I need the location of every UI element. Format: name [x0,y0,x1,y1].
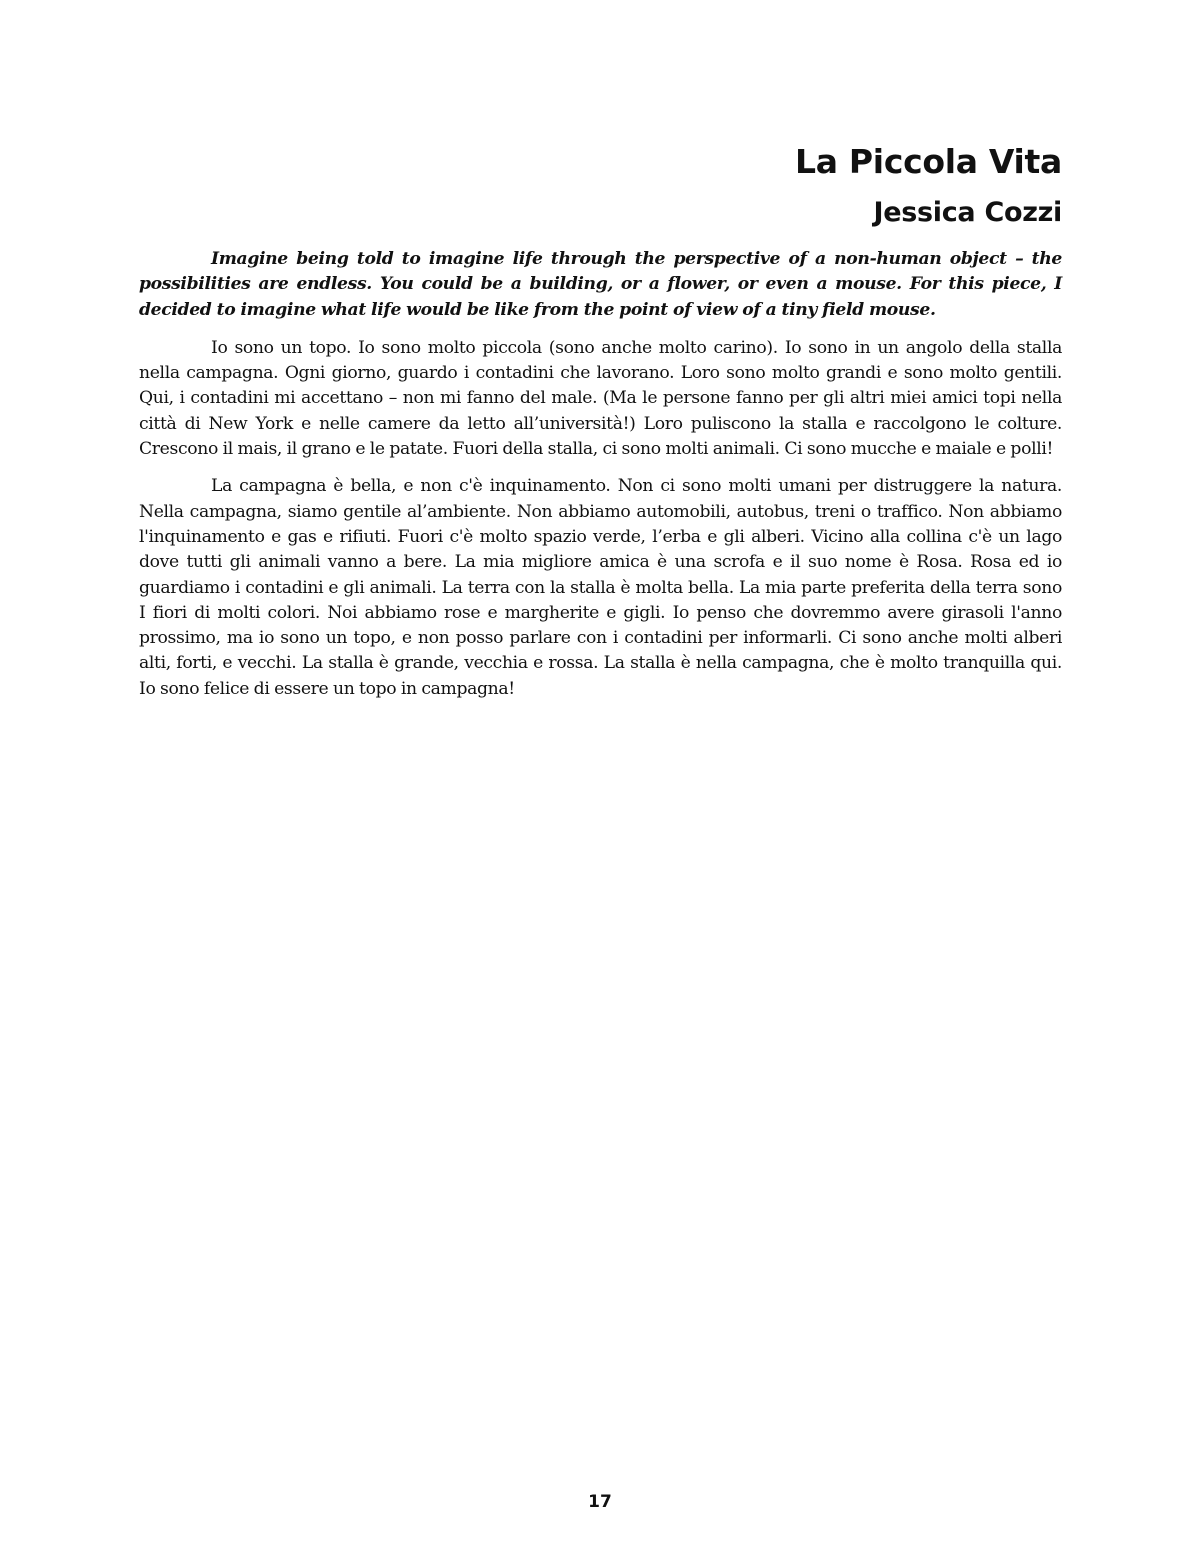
page-title: La Piccola Vita [795,142,1062,181]
body-paragraph-1: Io sono un topo. Io sono molto piccola (sono anche molto carino). Io sono in un angolo della stalla nella campagna. Ogni giorno, guardo i contadini che lavorano. Loro sono molto grandi e sono molto gentili. Qui, i contadini mi accettano – non mi fanno del male. (Ma le persone fanno per gli altri miei amici topi nella città di New York e nelle camere da letto all’università!) Loro puliscono la stalla e raccolgono le colture. Crescono il mais, il grano e le patate. Fuori della stalla, ci sono molti animali. Ci sono mucche e maiale e polli! [139,337,1062,460]
page-number: 17 [588,1492,612,1512]
author-name: Jessica Cozzi [873,197,1062,228]
page-content [139,138,1062,714]
intro-paragraph: Imagine being told to imagine life through the perspective of a non-human object – the possibilities are endless. You could be a building, or a flower, or even a mouse. For this piece, I decided to imagine what life would be like from the point of view of a tiny field mouse. [139,249,1062,320]
body-paragraph-2: La campagna è bella, e non c'è inquinamento. Non ci sono molti umani per distruggere la natura. Nella campagna, siamo gentile al’ambiente. Non abbiamo automobili, autobus, treni o traffico. Non abbiamo l'inquinamento e gas e rifiuti. Fuori c'è molto spazio verde, l’erba e gli alberi. Vicino alla collina c'è un lago dove tutti gli animali vanno a bere. La mia migliore amica è una scrofa e il suo nome è Rosa. Rosa ed io guardiamo i contadini e gli animali. La terra con la stalla è molta bella. La mia parte preferita della terra sono I fiori di molti colori. Noi abbiamo rose e margherite e gigli. Io penso che dovremmo avere girasoli l'anno prossimo, ma io sono un topo, e non posso parlare con i contadini per informarli. Ci sono anche molti alberi alti, forti, e vecchi. La stalla è grande, vecchia e rossa. La stalla è nella campagna, che è molto tranquilla qui. Io sono felice di essere un topo in campagna! [139,476,1062,699]
